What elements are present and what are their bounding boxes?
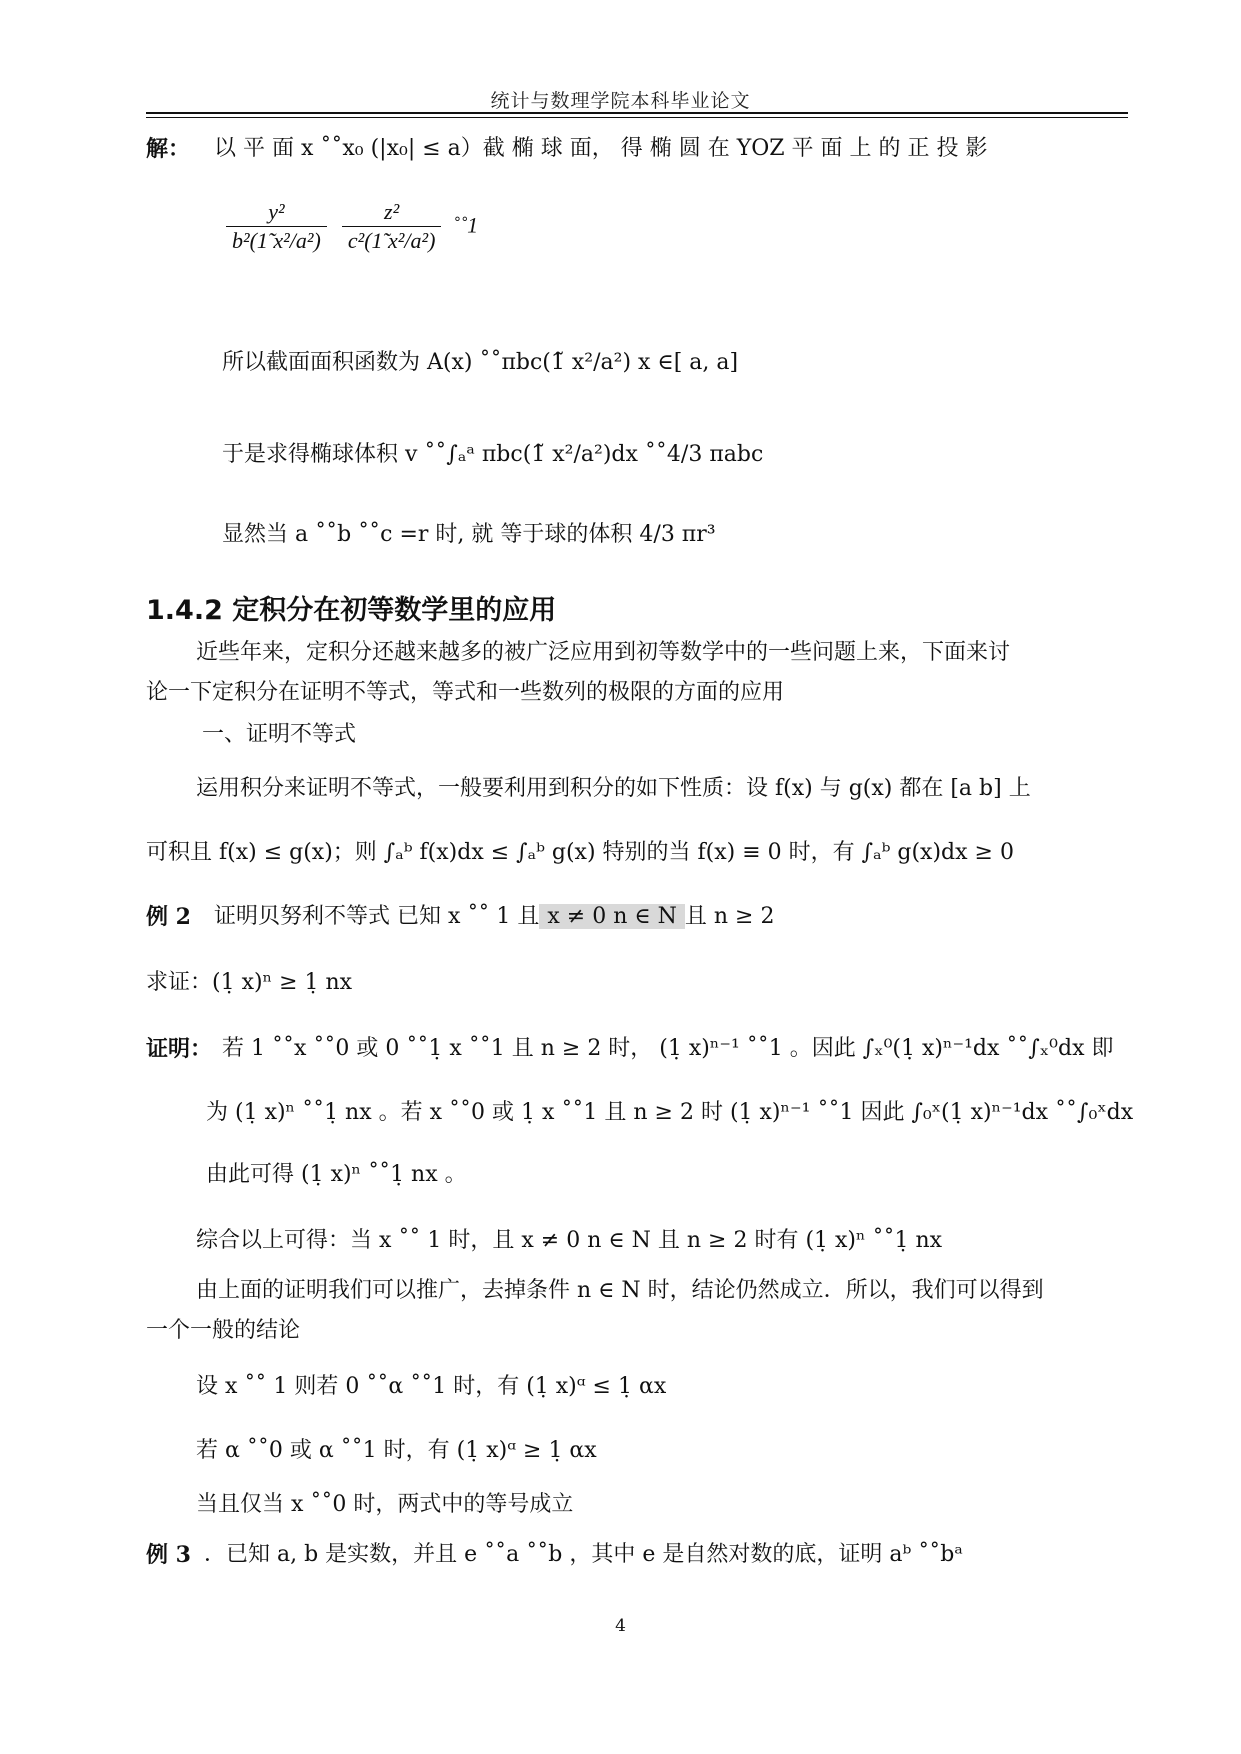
sphere-volume-line: 显然当 a ˚˚b ˚˚c =r 时, 就 等于球的体积 4/3 πr³ [222, 522, 716, 547]
fraction-z [342, 198, 442, 255]
header-rule-thin [146, 117, 1128, 118]
proof-label: 证明： [146, 1036, 213, 1062]
fraction-y [226, 198, 327, 255]
page-number: 4 [615, 1616, 626, 1636]
proof-line-1: 若 1 ˚˚x ˚˚0 或 0 ˚˚1̣ x ˚˚1 且 n ≥ 2 时， (1̣ x)ⁿ⁻¹ ˚˚1 。因此 ∫ₓ⁰(1̣ x)ⁿ⁻¹dx ˚˚∫ₓ⁰dx 即 [222, 1036, 1114, 1061]
example-3-statement: ．已知 a, b 是实数，并且 e ˚˚a ˚˚b ，其中 e 是自然对数的底，证明 aᵇ ˚˚bᵃ [204, 1542, 963, 1567]
solution-line-1: 以 平 面 x ˚˚x₀ (|x₀| ≤ a）截 椭 球 面， 得 椭 圆 在 YOZ 平 面 上 的 正 投 影 [214, 136, 988, 161]
subsection-heading: 一、证明不等式 [202, 722, 357, 747]
property-line-1: 运用积分来证明不等式，一般要利用到积分的如下性质：设 f(x) 与 g(x) 都在 [a b] 上 [196, 776, 1031, 801]
example-2-goal: 求证：(1̣ x)ⁿ ≥ 1̣ nx [146, 970, 353, 995]
proof-line-3: 由此可得 (1̣ x)ⁿ ˚˚1̣ nx 。 [206, 1162, 467, 1187]
running-header: 统计与数理学院本科毕业论文 [490, 90, 751, 112]
fraction-y-numerator: y² [226, 198, 327, 227]
example-2-statement [214, 902, 774, 932]
fraction-z-numerator: z² [342, 198, 442, 227]
case-line-3: 当且仅当 x ˚˚0 时，两式中的等号成立 [196, 1492, 574, 1517]
ellipse-equation [222, 198, 478, 255]
summary-line: 综合以上可得：当 x ˚˚ 1 时，且 x ≠ 0 n ∈ N 且 n ≥ 2 时有 (1̣ x)ⁿ ˚˚1̣ nx [196, 1228, 943, 1253]
intro-paragraph-line-1: 近些年来，定积分还越来越多的被广泛应用到初等数学中的一些问题上来，下面来讨 [196, 640, 1011, 665]
fraction-z-denominator: c²(1̃ x²/a²) [347, 228, 436, 253]
case-line-2: 若 α ˚˚0 或 α ˚˚1 时，有 (1̣ x)ᵅ ≥ 1̣ αx [196, 1438, 597, 1463]
property-line-2: 可积且 f(x) ≤ g(x)；则 ∫ₐᵇ f(x)dx ≤ ∫ₐᵇ g(x) 特别的当 f(x) ≡ 0 时，有 ∫ₐᵇ g(x)dx ≥ 0 [146, 840, 1014, 865]
example-2-statement-a: 证明贝努利不等式 已知 x ˚˚ 1 且 [214, 904, 540, 929]
section-heading: 1.4.2 定积分在初等数学里的应用 [146, 595, 557, 626]
example-2-statement-b: 且 n ≥ 2 [684, 904, 775, 929]
proof-line-2: 为 (1̣ x)ⁿ ˚˚1̣ nx 。若 x ˚˚0 或 1̣ x ˚˚1 且 n ≥ 2 时 (1̣ x)ⁿ⁻¹ ˚˚1 因此 ∫₀ˣ(1̣ x)ⁿ⁻¹dx ˚˚∫₀ˣdx [206, 1100, 1134, 1125]
intro-paragraph-line-2: 论一下定积分在证明不等式，等式和一些数列的极限的方面的应用 [146, 680, 785, 705]
solution-label: 解： [146, 136, 191, 162]
area-function-line: 所以截面面积函数为 A(x) ˚˚πbc(1̃ x²/a²) x ∈[ a, a] [222, 350, 739, 375]
example-3-label: 例 3 [146, 1542, 191, 1568]
volume-line: 于是求得椭球体积 v ˚˚∫ₐᵃ πbc(1̃ x²/a²)dx ˚˚4/3 πabc [222, 442, 764, 467]
header-rule-thick [146, 112, 1128, 114]
highlighted-condition: x ≠ 0 n ∈ N [539, 904, 685, 929]
case-line-1: 设 x ˚˚ 1 则若 0 ˚˚α ˚˚1 时，有 (1̣ x)ᵅ ≤ 1̣ αx [196, 1374, 667, 1399]
generalize-line-1: 由上面的证明我们可以推广，去掉条件 n ∈ N 时，结论仍然成立．所以，我们可以得到 [196, 1278, 1044, 1303]
example-2-label: 例 2 [146, 904, 191, 930]
fraction-y-denominator: b²(1̃ x²/a²) [232, 228, 321, 253]
ellipse-equation-rhs: ˚˚1 [452, 212, 479, 238]
generalize-line-2: 一个一般的结论 [146, 1318, 301, 1343]
